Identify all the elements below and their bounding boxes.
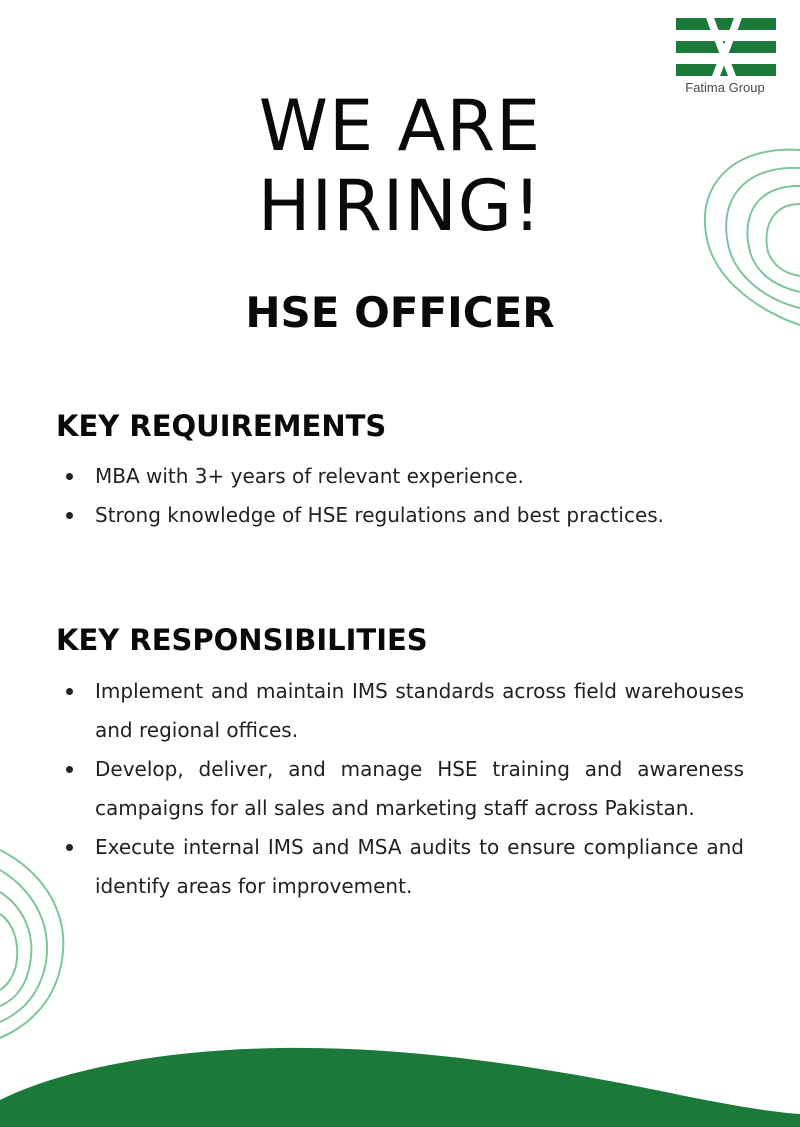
- list-item: [56, 457, 744, 496]
- list-item: [56, 828, 744, 906]
- list-item-text: Develop, deliver, and manage HSE training and awareness campaigns for all sales and marketing staff across Pakistan.: [95, 757, 744, 820]
- bullet-icon: [66, 688, 73, 695]
- headline: [0, 86, 800, 246]
- job-title: HSE OFFICER: [245, 288, 555, 337]
- list-item-text: Execute internal IMS and MSA audits to ensure compliance and identify areas for improvement.: [95, 835, 744, 898]
- list-item-text: Strong knowledge of HSE regulations and best practices.: [95, 503, 665, 527]
- responsibilities-heading: KEY RESPONSIBILITIES: [56, 623, 428, 657]
- list-item-text: Implement and maintain IMS standards across field warehouses and regional offices.: [95, 679, 744, 742]
- requirements-list: [56, 457, 744, 535]
- list-item-text: MBA with 3+ years of relevant experience.: [95, 464, 524, 488]
- list-item: [56, 750, 744, 828]
- company-name: Fatima Group: [685, 80, 765, 95]
- list-item: [56, 496, 744, 535]
- bullet-icon: [66, 473, 73, 480]
- requirements-heading: KEY REQUIREMENTS: [56, 409, 387, 443]
- responsibilities-list: [56, 672, 744, 906]
- bottom-green-wave: [0, 1040, 800, 1127]
- fatima-group-logo-icon: [676, 18, 776, 76]
- headline-line-2: HIRING!: [257, 165, 543, 247]
- bullet-icon: [66, 512, 73, 519]
- headline-line-1: WE ARE: [258, 85, 542, 167]
- list-item: [56, 672, 744, 750]
- bullet-icon: [66, 766, 73, 773]
- bullet-icon: [66, 844, 73, 851]
